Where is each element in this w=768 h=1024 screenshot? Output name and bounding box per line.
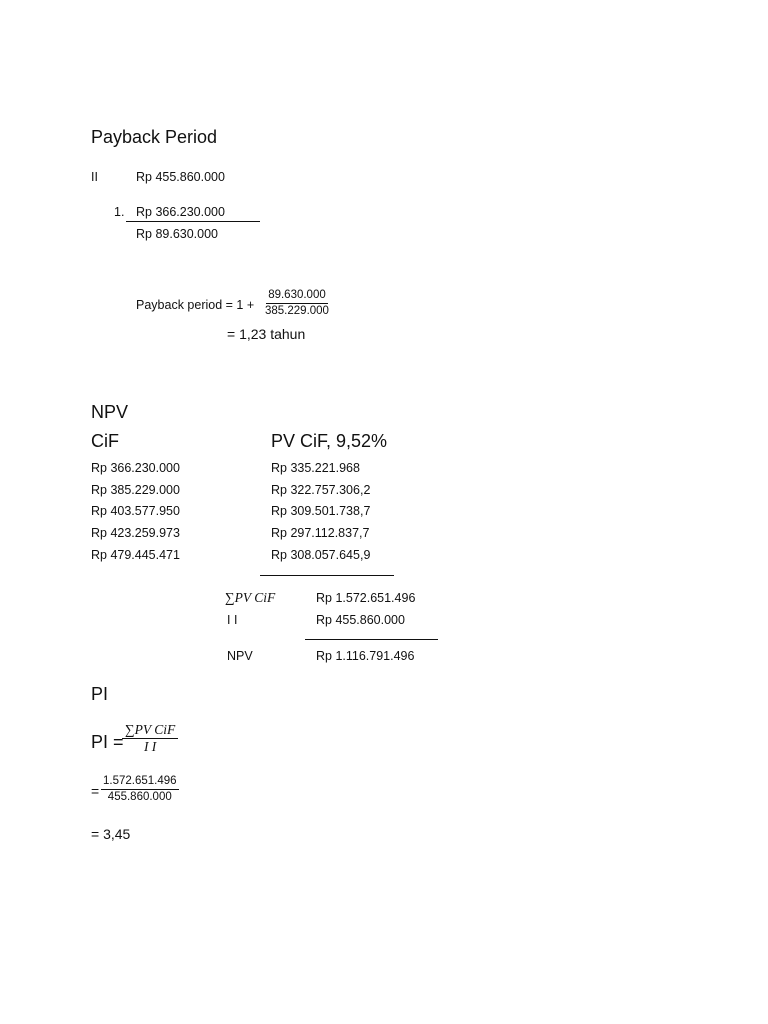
- payback-fraction-denominator: 385.229.000: [265, 305, 329, 317]
- payback-fraction-numerator: 89.630.000: [266, 288, 328, 304]
- item-remainder: Rp 89.630.000: [136, 227, 219, 241]
- pv-row-5: Rp 308.057.645,9: [271, 548, 371, 562]
- ii-value: Rp 455.860.000: [136, 170, 225, 184]
- pi-heading: PI: [91, 684, 109, 704]
- pi-result: = 3,45: [91, 826, 131, 842]
- item-number: 1.: [114, 205, 125, 219]
- pi-calc-fraction: [101, 774, 179, 805]
- pi-calc-numerator: 1.572.651.496: [101, 774, 179, 790]
- item-value: Rp 366.230.000: [136, 205, 225, 219]
- pi-formula-numerator: ∑PV CiF: [122, 722, 178, 739]
- pi-calc-denominator: 455.860.000: [107, 791, 172, 803]
- npv-heading: NPV: [91, 402, 129, 422]
- cif-row-2: Rp 385.229.000: [91, 483, 180, 497]
- pi-formula-label: PI =: [91, 732, 124, 752]
- pi-calc-equals: =: [91, 783, 100, 799]
- npv-ii-label: I I: [227, 613, 238, 627]
- pv-row-4: Rp 297.112.837,7: [271, 526, 370, 540]
- cif-column-header: CiF: [91, 431, 119, 451]
- npv-label: NPV: [227, 649, 253, 663]
- pv-row-3: Rp 309.501.738,7: [271, 504, 371, 518]
- cif-row-1: Rp 366.230.000: [91, 461, 180, 475]
- payback-result: = 1,23 tahun: [227, 326, 306, 342]
- cif-row-5: Rp 479.445.471: [91, 548, 180, 562]
- pi-formula-fraction: [122, 722, 178, 755]
- cif-row-3: Rp 403.577.950: [91, 504, 180, 518]
- subtraction-rule: [126, 221, 260, 222]
- pv-row-1: Rp 335.221.968: [271, 461, 360, 475]
- pv-row-2: Rp 322.757.306,2: [271, 483, 371, 497]
- ii-label: II: [91, 170, 98, 184]
- sum-pv-value: Rp 1.572.651.496: [316, 591, 416, 605]
- sum-rule: [260, 575, 394, 576]
- payback-fraction: [263, 288, 331, 319]
- pi-formula-denominator: I I: [143, 739, 157, 754]
- cif-row-4: Rp 423.259.973: [91, 526, 180, 540]
- npv-ii-value: Rp 455.860.000: [316, 613, 405, 627]
- pv-cif-column-header: PV CiF, 9,52%: [271, 431, 388, 451]
- npv-rule: [305, 639, 438, 640]
- npv-value: Rp 1.116.791.496: [316, 649, 415, 663]
- payback-heading: Payback Period: [91, 127, 218, 147]
- sum-pv-label: ∑PV CiF: [225, 590, 276, 605]
- payback-formula-label: Payback period = 1 +: [136, 298, 255, 312]
